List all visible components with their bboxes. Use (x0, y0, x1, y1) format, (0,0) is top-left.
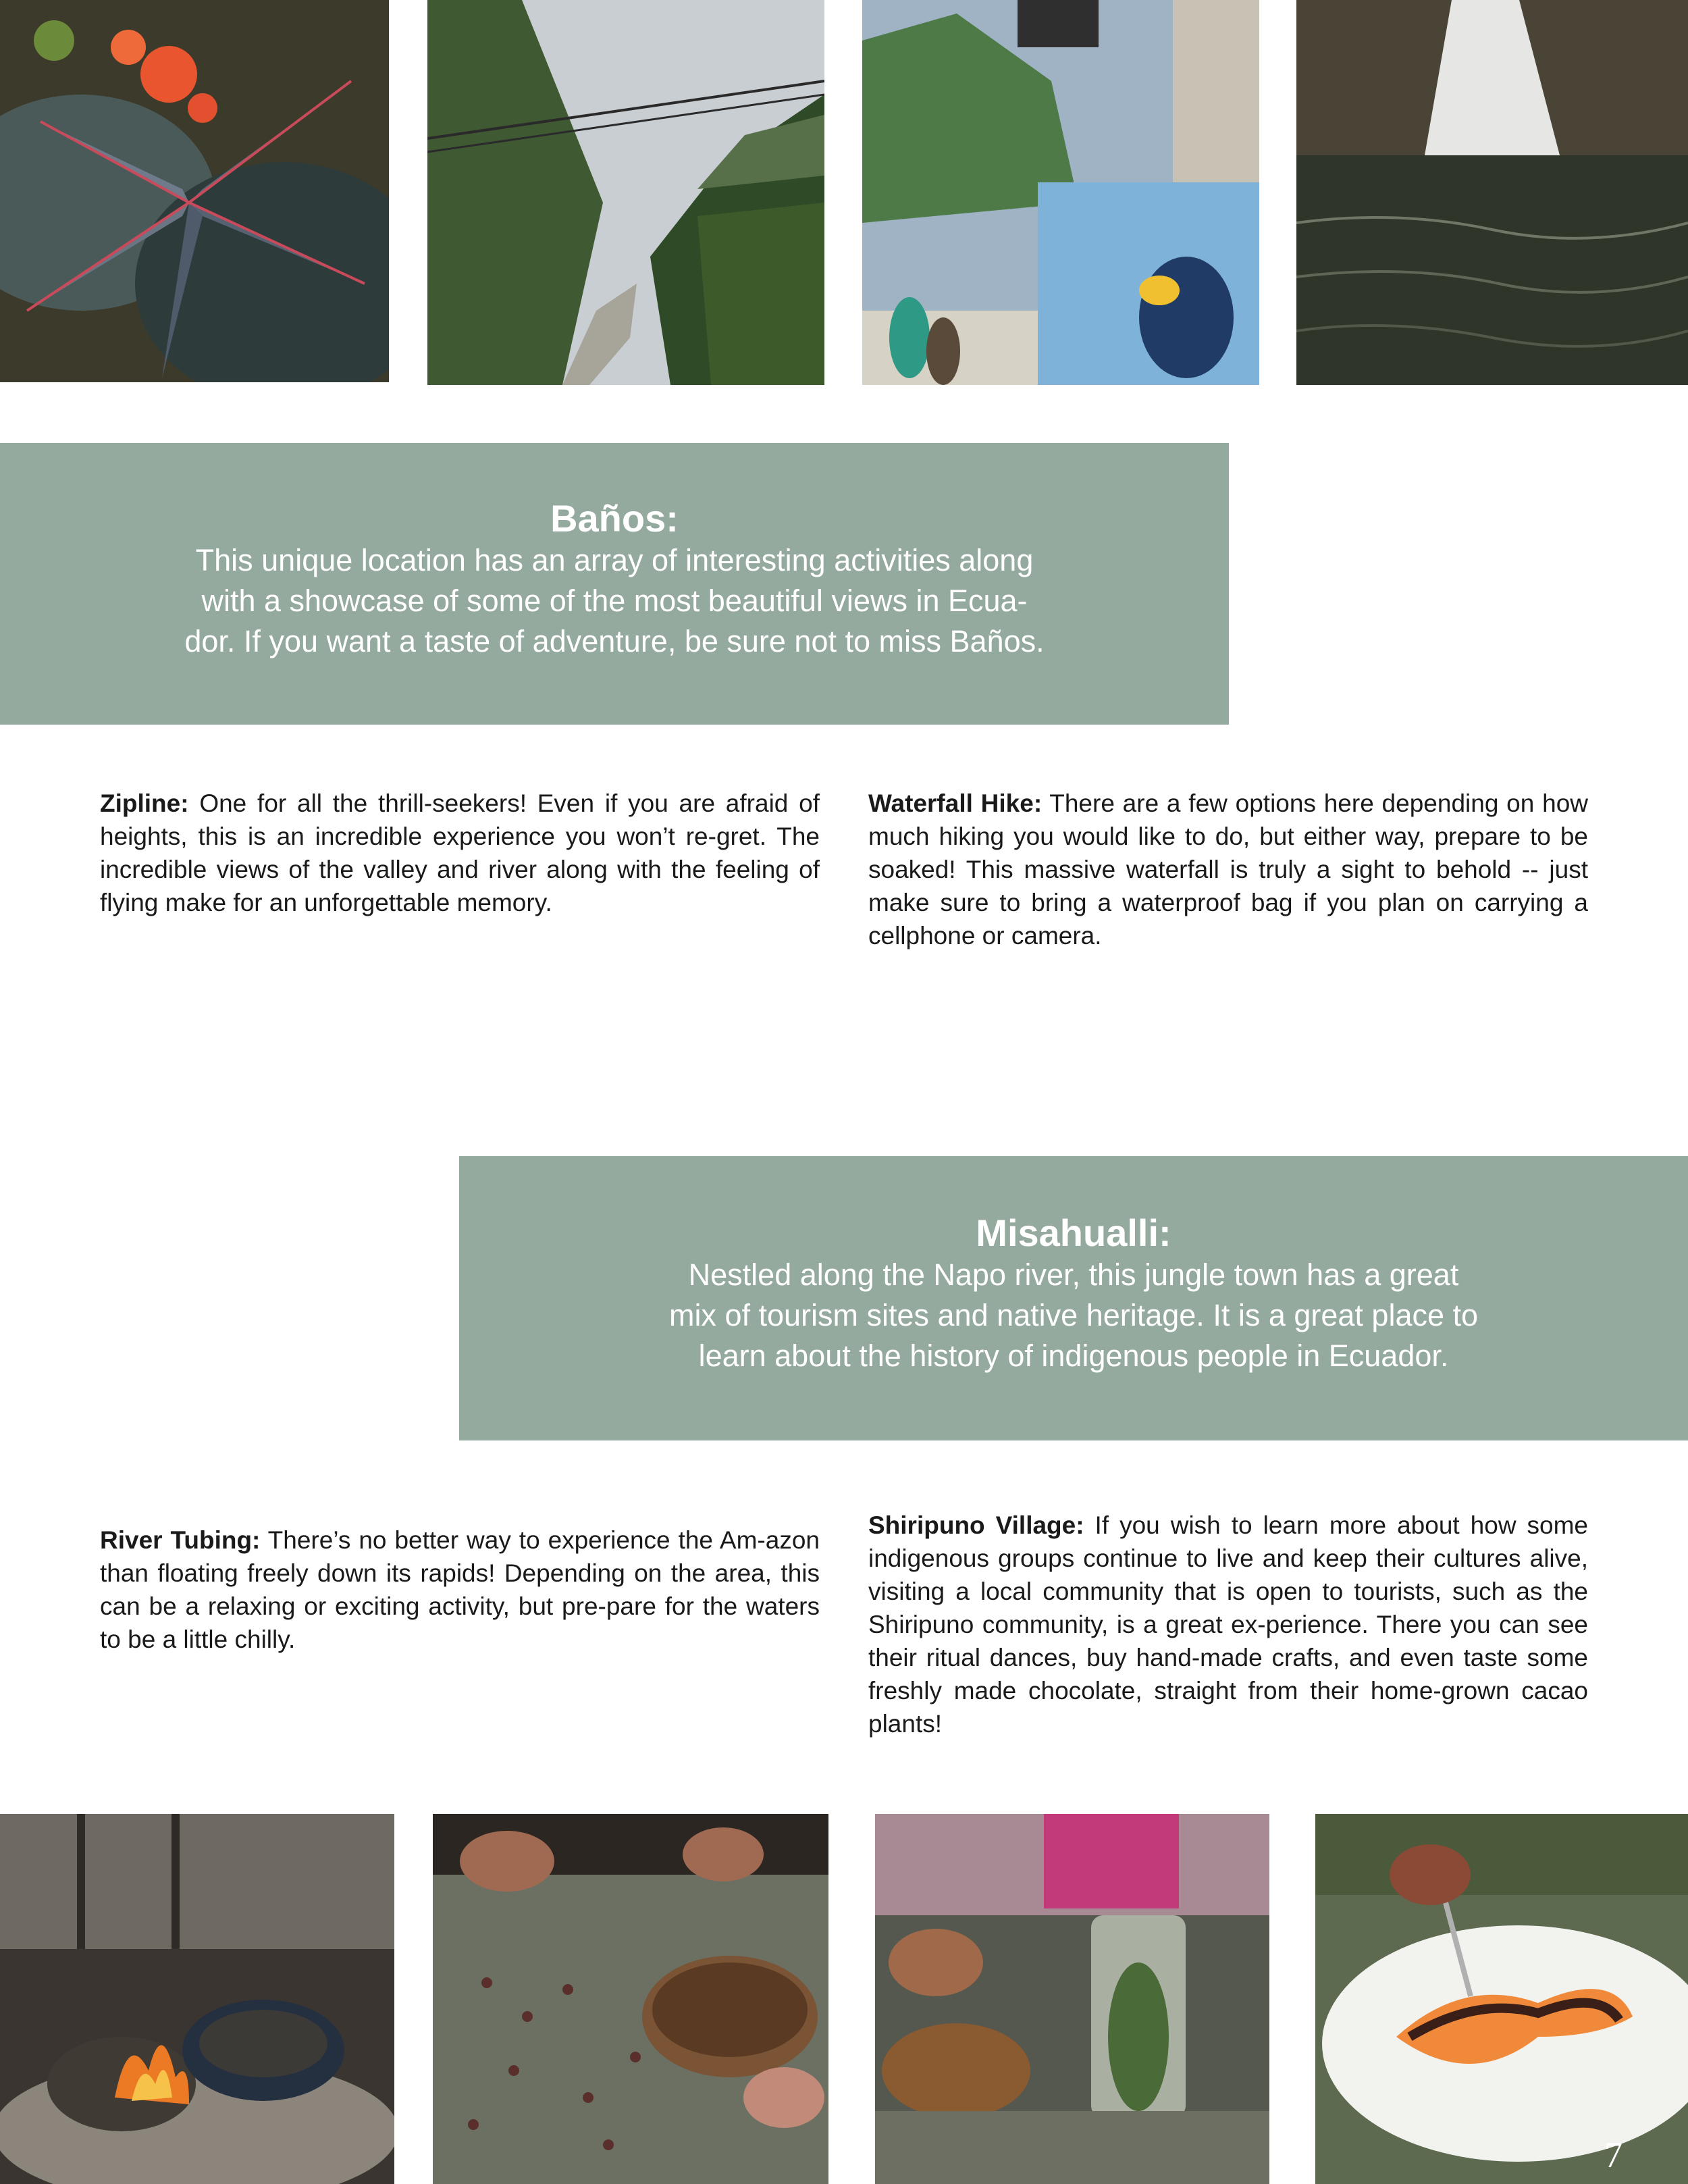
banos-desc-line: dor. If you want a taste of adventure, be sure not to miss Baños. (184, 624, 1045, 658)
misahualli-desc-line: mix of tourism sites and native heritage. It is a great place to (668, 1298, 1479, 1332)
photo-street-toucan-mural (862, 0, 1259, 385)
misahualli-desc-line: Nestled along the Napo river, this jungle town has a great (688, 1257, 1459, 1292)
river-tubing-text: There’s no better way to experience the Am-azon than floating freely down its rapids! Depending on the area, this can be a relaxing or exciting activity, but pre-pare for the waters to be a little chilly. (100, 1526, 820, 1653)
zipline-paragraph (100, 787, 820, 919)
waterfall-hike-text: There are a few options here depending on how much hiking you would like to do, but either way, prepare to be soaked! This massive waterfall is truly a sight to behold -- just make sure to bring a waterproof bag if you plan on carrying a cellphone or camera. (868, 789, 1588, 950)
photo-mountain-valley (427, 0, 824, 385)
banos-desc-line: with a showcase of some of the most beautiful views in Ecua- (201, 583, 1028, 618)
banos-banner (0, 443, 1229, 725)
misahualli-title: Misahualli: (976, 1212, 1171, 1254)
zipline-label: Zipline: (100, 789, 189, 817)
misahualli-banner (459, 1156, 1688, 1440)
banos-title: Baños: (550, 497, 679, 540)
photo-papaya-chocolate-plate (1315, 1814, 1688, 2184)
shiripuno-village-paragraph (868, 1509, 1588, 1740)
river-tubing-paragraph (100, 1524, 820, 1656)
photo-cooking-fire (0, 1814, 394, 2184)
photo-waterfall-pool (1296, 0, 1688, 385)
photo-red-flower-plant (0, 0, 389, 382)
river-tubing-label: River Tubing: (100, 1526, 261, 1554)
photo-cacao-beans-sorting (433, 1814, 828, 2184)
page-number: 7 (1604, 2135, 1623, 2175)
banos-desc-line: This unique location has an array of interesting activities along (195, 543, 1034, 577)
shiripuno-village-label: Shiripuno Village: (868, 1511, 1084, 1539)
waterfall-hike-paragraph (868, 787, 1588, 952)
zipline-text: One for all the thrill-seekers! Even if you are afraid of heights, this is an incredible experience you won’t re-gret. The incredible views of the valley and river along with the feeling of flying make for an unforgettable memory. (100, 789, 820, 916)
misahualli-desc-line: learn about the history of indigenous people in Ecuador. (698, 1338, 1449, 1373)
photo-chocolate-making-jar (875, 1814, 1269, 2184)
waterfall-hike-label: Waterfall Hike: (868, 789, 1043, 817)
shiripuno-village-text: If you wish to learn more about how some indigenous groups continue to live and keep their cultures alive, visiting a local community that is open to tourists, such as the Shiripuno community, is a great ex-perience. There you can see their ritual dances, buy hand-made crafts, and even taste some freshly made chocolate, straight from their home-grown cacao plants! (868, 1511, 1589, 1738)
